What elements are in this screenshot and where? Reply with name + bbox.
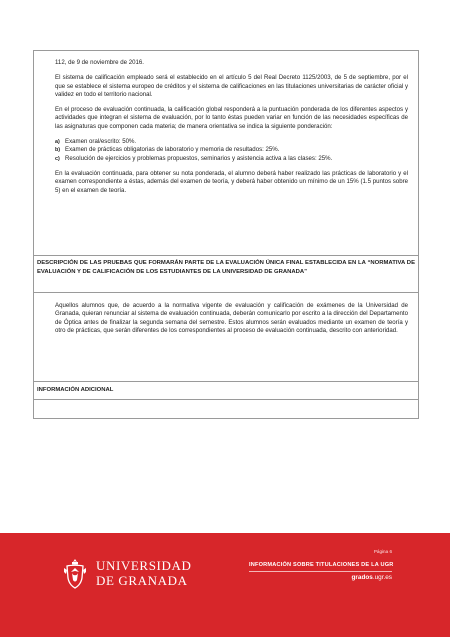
- paragraph-continuous-evaluation: En el proceso de evaluación continuada, la calificación global responderá a la puntuación ponderada de los diferentes aspectos y actividades que integran el sistema de evaluación, por lo tanto éstas pueden variar en función de las necesidades específicas de las asignaturas que componen cada materia; de manera orientativa se indica la siguiente ponderación:: [55, 106, 408, 130]
- list-marker: b): [55, 147, 61, 154]
- section-heading-additional-info: INFORMACIÓN ADICIONAL: [34, 382, 418, 400]
- weighting-list: [55, 138, 408, 163]
- paragraph-final-evaluation: Aquellos alumnos que, de acuerdo a la normativa vigente de evaluación y calificación de exámenes de la Universidad de Granada, quieran renunciar al sistema de evaluación continuada, deberán comunicarlo por escrito a la dirección del Departamento de Óptica antes de finalizar la segunda semana del semestre. Estos alumnos serán evaluados mediante un examen de teoría y otro de prácticas, que serán diferentes de los correspondientes al proceso de evaluación continuada, descrito con anterioridad.: [55, 302, 408, 334]
- university-crest-icon: [63, 558, 87, 590]
- list-item-text: Examen de prácticas obligatorias de laboratorio y memoria de resultados: 25%.: [65, 146, 280, 154]
- list-item-text: Resolución de ejercicios y problemas propuestos, seminarios y asistencia activa a las clases: 25%.: [65, 154, 333, 162]
- grados-label: grados: [351, 574, 373, 581]
- evaluation-criteria-section: [34, 51, 418, 256]
- list-marker: a): [55, 139, 60, 146]
- paragraph-decree-date: 112, de 9 de noviembre de 2016.: [55, 59, 144, 66]
- info-titles-link[interactable]: INFORMACIÓN SOBRE TITULACIONES DE LA UGR: [249, 562, 394, 568]
- section-heading-final-evaluation: DESCRIPCIÓN DE LAS PRUEBAS QUE FORMARÁN PARTE DE LA EVALUACIÓN ÚNICA FINAL ESTABLECIDA EN LA “NORMATIVA DE EVALUACIÓN Y DE CALIFICACIÓN DE LOS ESTUDIANTES DE LA UNIVERSIDAD DE GRANADA”: [34, 256, 418, 293]
- final-evaluation-section: [34, 293, 418, 382]
- paragraph-grading-system: El sistema de calificación empleado será el establecido en el artículo 5 del Real Decreto 1125/2003, de 5 de septiembre, por el que se establece el sistema europeo de créditos y el sistema de calificaciones en las titulaciones universitarias de carácter oficial y validez en todo el territorio nacional.: [55, 74, 408, 98]
- page-number: Página 6: [373, 549, 392, 554]
- list-item: [55, 146, 408, 154]
- evaluation-table: [33, 50, 419, 419]
- list-marker: c): [55, 155, 60, 162]
- page-footer: [0, 533, 450, 637]
- list-item: [55, 138, 408, 146]
- list-item-text: Examen oral/escrito: 50%.: [65, 138, 137, 146]
- grados-domain: .ugr.es: [372, 574, 392, 581]
- additional-info-content: [34, 400, 418, 418]
- university-name-line1: UNIVERSIDAD: [96, 558, 192, 573]
- paragraph-minimum-requirement: En la evaluación continuada, para obtener su nota ponderada, el alumno deberá haber realizado las prácticas de laboratorio y el examen correspondiente a éstas, además del examen de teoría, y deberá haber obtenido un mínimo de un 15% (1.5 puntos sobre 5) en el examen de teoría.: [55, 169, 408, 194]
- footer-divider: [249, 571, 392, 572]
- list-item: [55, 155, 408, 163]
- grados-website-link[interactable]: [352, 574, 393, 581]
- university-name-line2: DE GRANADA: [96, 573, 188, 588]
